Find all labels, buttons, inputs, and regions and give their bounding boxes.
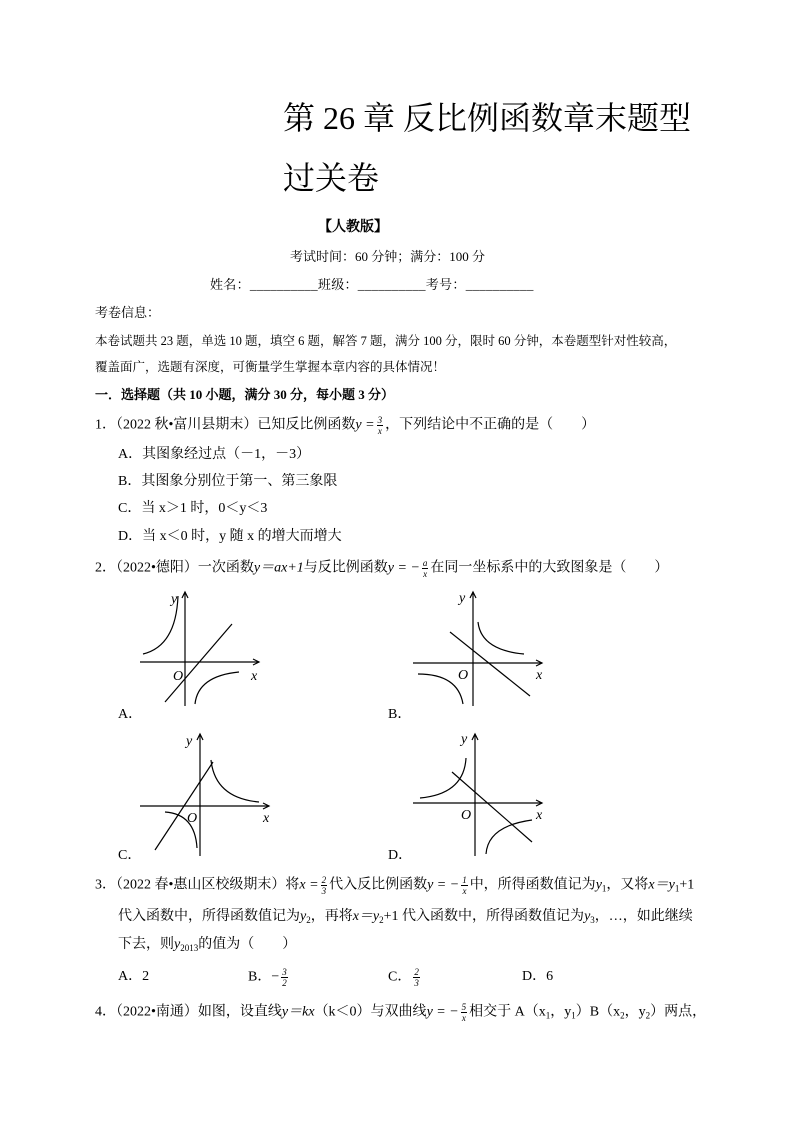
- q3-option-c-numerator: 2: [414, 967, 419, 977]
- hyperbola-branch-lower: [486, 820, 532, 854]
- q4-sub-3: 2: [620, 1010, 625, 1021]
- q4-sub-4: 2: [645, 1010, 651, 1021]
- x-axis-label: x: [263, 811, 270, 826]
- q3-var-x-eq-y1: x＝y: [648, 877, 675, 893]
- q3-var-y2013: y: [174, 937, 181, 952]
- q3-sub-2: 2: [306, 915, 311, 925]
- q3-eq2-lhs: y = −: [427, 877, 460, 893]
- q2-fraction: [422, 558, 429, 579]
- q1-frac-denominator: x: [377, 426, 382, 436]
- q4-frac-numerator: 5: [461, 1002, 467, 1012]
- q2-option-d-label: D．: [388, 848, 413, 863]
- origin-label: O: [458, 668, 469, 683]
- q3-l2-mid-1: ，再将: [310, 909, 353, 924]
- info-line-2: 覆盖面广，选题有深度，可衡量学生掌握本章内容的具体情况！: [95, 360, 446, 374]
- y-axis-label: y: [459, 591, 466, 606]
- q3-option-b-numerator: 3: [282, 967, 287, 977]
- q3-var-x-eq-y2: x＝y: [352, 909, 380, 924]
- hyperbola-branch-lower: [418, 674, 463, 704]
- y-axis-label: y: [461, 732, 468, 747]
- q3-var-y2: y: [300, 909, 307, 924]
- q3-sub-1b: 1: [674, 883, 680, 894]
- question-2-stem: [95, 558, 668, 579]
- page-title-line2: 过关卷: [283, 160, 380, 196]
- q3-frac2-numerator: 1: [462, 875, 467, 885]
- q3-option-c-denominator: 3: [414, 978, 419, 988]
- q2-mid: 与反比例函数: [303, 560, 388, 576]
- question-3-line-2: [118, 907, 693, 927]
- q4-seg-1: 相交于 A（x: [469, 1004, 546, 1020]
- graph-c: [135, 728, 275, 860]
- q1-option-a: A．其图象经过点（－1，－3）: [118, 447, 311, 462]
- q1-prefix: 1．（2022 秋•富川县期末）已知反比例函数: [95, 417, 356, 433]
- x-axis-label: x: [251, 669, 258, 684]
- info-heading: 考卷信息：: [95, 305, 161, 320]
- q1-equation-lhs: y =: [355, 417, 375, 433]
- edition-label: 【人教版】: [318, 220, 388, 235]
- q3-frac1-denominator: 3: [321, 886, 327, 896]
- q3-option-b: [248, 967, 290, 988]
- q3-option-b-label: B．: [248, 969, 272, 985]
- q3-mid-1: 代入反比例函数: [329, 877, 428, 893]
- q4-seg-2: ，y: [550, 1004, 572, 1020]
- q4-equation-lhs: y = −: [426, 1004, 459, 1020]
- exam-info: 考试时间：60 分钟；满分：100 分: [290, 249, 486, 264]
- linear-function-line: [165, 624, 232, 702]
- graph-a: [135, 586, 270, 708]
- q3-option-a: A．2: [118, 969, 150, 984]
- q2-option-b-label: B．: [388, 707, 412, 722]
- q3-sub-2b: 2: [379, 915, 384, 925]
- q4-prefix: 4．（2022•南通）如图，设直线: [95, 1004, 282, 1020]
- q2-linear-function: y＝ax+1: [253, 560, 304, 576]
- q2-frac-denominator: x: [423, 569, 428, 579]
- q1-option-c: C．当 x＞1 时，0＜y＜3: [118, 501, 268, 516]
- q3-eq1-lhs: x =: [299, 877, 319, 893]
- hyperbola-branch-upper: [478, 622, 524, 654]
- q3-var-y1: y: [595, 877, 602, 893]
- q2-frac-numerator: a: [422, 558, 428, 568]
- q3-sub-1: 1: [601, 883, 607, 894]
- q3-mid-2: 中，所得函数值记为: [469, 877, 596, 893]
- q3-sub-2013: 2013: [180, 943, 199, 953]
- x-axis-label: x: [536, 808, 543, 823]
- page-title: 第 26 章 反比例函数章末题型: [283, 100, 692, 136]
- q4-seg-4: ，y: [624, 1004, 646, 1020]
- q3-option-b-denominator: 2: [282, 978, 287, 988]
- y-axis-label: y: [171, 592, 178, 607]
- q3-option-c-fraction: [413, 967, 420, 988]
- q2-suffix: 在同一坐标系中的大致图象是（ ）: [430, 560, 669, 576]
- hyperbola-branch-upper: [211, 760, 259, 802]
- q2-prefix: 2．（2022•德阳）一次函数: [95, 560, 254, 576]
- q1-option-b: B．其图象分别位于第一、第三象限: [118, 474, 338, 489]
- q3-l3-prefix: 下去，则: [118, 937, 174, 952]
- y-axis-label: y: [186, 734, 193, 749]
- q4-sub-1: 1: [545, 1010, 551, 1021]
- origin-label: O: [173, 669, 184, 684]
- q3-fraction-1: [321, 875, 328, 896]
- info-line-1: 本卷试题共 23 题，单选 10 题，填空 6 题，解答 7 题，满分 100 分，限时 60 分钟，本卷题型针对性较高，: [95, 334, 677, 348]
- q2-option-a-label: A．: [118, 707, 143, 722]
- q3-option-c-label: C．: [388, 969, 412, 985]
- question-3-line-1: [95, 875, 694, 896]
- q3-l2-prefix: 代入函数中，所得函数值记为: [118, 909, 300, 924]
- linear-function-line: [450, 632, 530, 696]
- q1-option-d: D．当 x＜0 时，y 随 x 的增大而增大: [118, 529, 342, 544]
- q3-fraction-2: [461, 875, 468, 896]
- q3-mid-3: ，又将: [606, 877, 649, 893]
- q4-seg-3: ）B（x: [575, 1004, 621, 1020]
- q2-option-c-label: C．: [118, 848, 142, 863]
- x-axis-label: x: [536, 668, 543, 683]
- student-fields: 姓名：__________班级：__________考号：__________: [210, 277, 534, 292]
- q3-l2-end: ，…，如此继续: [594, 909, 693, 924]
- hyperbola-branch-lower: [195, 672, 239, 704]
- q4-fraction: [461, 1002, 468, 1023]
- graph-b: [408, 586, 548, 708]
- q4-sub-2: 1: [571, 1010, 576, 1021]
- question-4-stem: [95, 1002, 706, 1023]
- q4-seg-5: ）两点，: [650, 1004, 707, 1020]
- q3-line1-end: +1: [679, 877, 695, 893]
- q1-frac-numerator: 3: [377, 415, 383, 425]
- q4-frac-denominator: x: [461, 1013, 466, 1023]
- q3-var-y3: y: [584, 909, 591, 924]
- q3-frac1-numerator: 2: [321, 875, 327, 885]
- q3-option-d: D．6: [522, 969, 554, 984]
- q3-sub-3: 3: [590, 915, 595, 925]
- linear-function-line: [452, 772, 532, 842]
- q3-option-c: [388, 967, 422, 988]
- q3-option-b-sign: −: [271, 969, 280, 985]
- origin-label: O: [187, 811, 198, 826]
- q1-suffix: ，下列结论中不正确的是（ ）: [385, 417, 596, 433]
- q4-line-equation: y＝kx: [281, 1004, 315, 1020]
- q3-frac2-denominator: x: [462, 886, 467, 896]
- q1-fraction: [377, 415, 384, 436]
- q3-prefix: 3．（2022 春•惠山区校级期末）将: [95, 877, 300, 893]
- q4-condition: （k＜0）与双曲线: [314, 1004, 427, 1020]
- question-1-stem: [95, 415, 595, 436]
- question-3-line-3: [118, 935, 296, 955]
- origin-label: O: [461, 808, 472, 823]
- q3-option-b-fraction: [281, 967, 288, 988]
- q3-l2-mid-2: +1 代入函数中，所得函数值记为: [383, 909, 585, 924]
- graph-d: [408, 728, 548, 860]
- q2-equation-lhs: y = −: [387, 560, 420, 576]
- section-heading: 一．选择题（共 10 小题，满分 30 分，每小题 3 分）: [95, 387, 395, 402]
- q3-l3-end: 的值为（ ）: [198, 937, 297, 952]
